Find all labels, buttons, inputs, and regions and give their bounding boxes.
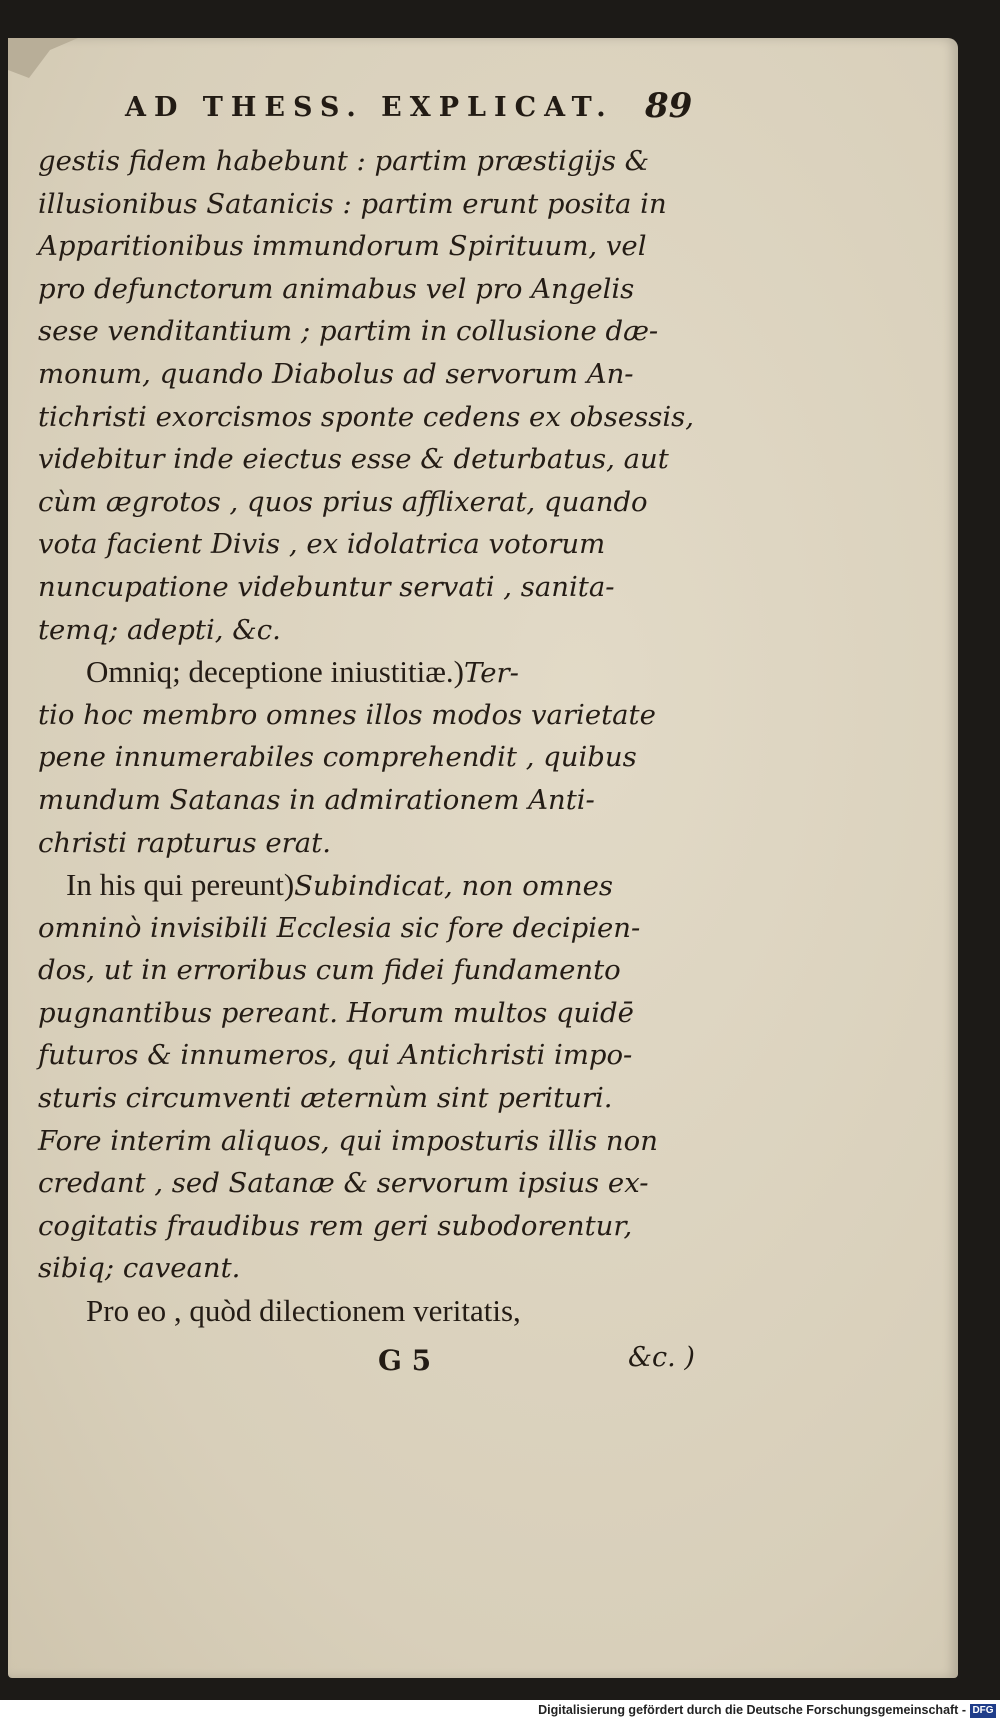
page-number: 89 <box>645 86 693 126</box>
line-text: illusionibus Satanicis : partim erunt posita in <box>38 187 667 220</box>
text-line <box>38 779 718 822</box>
text-line <box>38 949 718 992</box>
body-text <box>38 140 718 1333</box>
line-text: credant , sed Satanæ & servorum ipsius ex- <box>38 1167 649 1200</box>
footer-credit: Digitalisierung gefördert durch die Deutsche Forschungsgemeinschaft - <box>538 1703 966 1717</box>
text-line <box>38 140 718 183</box>
text-line <box>38 438 718 481</box>
lemma-text: In his qui pereunt) <box>66 867 295 903</box>
text-line <box>38 481 718 524</box>
text-line <box>38 864 718 907</box>
lemma-text: Omniq; deceptione iniustitiæ.) <box>86 654 464 690</box>
text-line <box>38 992 718 1035</box>
line-text: sese venditantium ; partim in collusione dæ- <box>38 315 659 348</box>
text-line <box>38 396 718 439</box>
text-line <box>38 822 718 865</box>
text-line <box>38 183 718 226</box>
line-text: sibiq; caveant. <box>38 1252 241 1285</box>
text-line <box>38 566 718 609</box>
line-text: dos, ut in erroribus cum fidei fundamento <box>38 954 621 987</box>
line-text: monum, quando Diabolus ad servorum An- <box>38 357 634 390</box>
line-text: sturis circumventi æternùm sint perituri. <box>38 1082 613 1115</box>
dfg-logo: DFG <box>970 1704 996 1718</box>
line-text: pro defunctorum animabus vel pro Angelis <box>38 272 635 305</box>
line-text: omninò invisibili Ecclesia sic fore decipien- <box>38 911 641 944</box>
text-line <box>38 1120 718 1163</box>
line-text: temq; adepti, &c. <box>38 613 281 646</box>
torn-corner <box>8 38 78 78</box>
text-line <box>38 1205 718 1248</box>
text-line <box>38 523 718 566</box>
signature-mark: G 5 <box>378 1344 432 1377</box>
text-line <box>38 225 718 268</box>
line-text: pene innumerabiles comprehendit , quibus <box>38 741 637 774</box>
line-text: gestis fidem habebunt : partim præstigijs & <box>38 145 650 177</box>
text-line <box>38 353 718 396</box>
commentary-text: Ter- <box>463 657 519 690</box>
text-line <box>38 268 718 311</box>
line-text: tichristi exorcismos sponte cedens ex obsessis, <box>38 400 694 433</box>
text-line <box>38 1077 718 1120</box>
text-line <box>38 1162 718 1205</box>
text-line <box>38 310 718 353</box>
commentary-text: Subindicat, non omnes <box>294 870 613 903</box>
text-line <box>38 1034 718 1077</box>
lemma-text: Pro eo , quòd dilectionem veritatis, <box>86 1293 521 1329</box>
text-line <box>38 1247 718 1290</box>
line-text: nuncupatione videbuntur servati , sanita- <box>38 570 615 603</box>
line-text: futuros & innumeros, qui Antichristi impo- <box>38 1039 633 1072</box>
line-text: videbitur inde eiectus esse & deturbatus, aut <box>38 443 669 476</box>
catchword: &c. ) <box>628 1342 695 1373</box>
text-line <box>38 694 718 737</box>
line-text: vota facient Divis , ex idolatrica votorum <box>38 528 606 561</box>
line-text: cogitatis fraudibus rem geri subodorentur, <box>38 1209 633 1242</box>
line-text: cùm ægrotos , quos prius afflixerat, quando <box>38 485 648 518</box>
text-line <box>38 907 718 950</box>
running-head: AD THESS. EXPLICAT. <box>125 92 614 123</box>
line-text: tio hoc membro omnes illos modos varietate <box>38 698 656 731</box>
text-line <box>38 651 718 694</box>
line-text: mundum Satanas in admirationem Anti- <box>38 783 595 816</box>
text-line <box>38 736 718 779</box>
digitization-footer <box>0 1700 1000 1722</box>
line-text: christi rapturus erat. <box>38 826 331 859</box>
text-line <box>38 1290 718 1333</box>
line-text: Apparitionibus immundorum Spirituum, vel <box>38 230 647 263</box>
line-text: pugnantibus pereant. Horum multos quidē <box>38 996 634 1029</box>
line-text: Fore interim aliquos, qui imposturis illis non <box>38 1124 658 1157</box>
text-line <box>38 609 718 652</box>
